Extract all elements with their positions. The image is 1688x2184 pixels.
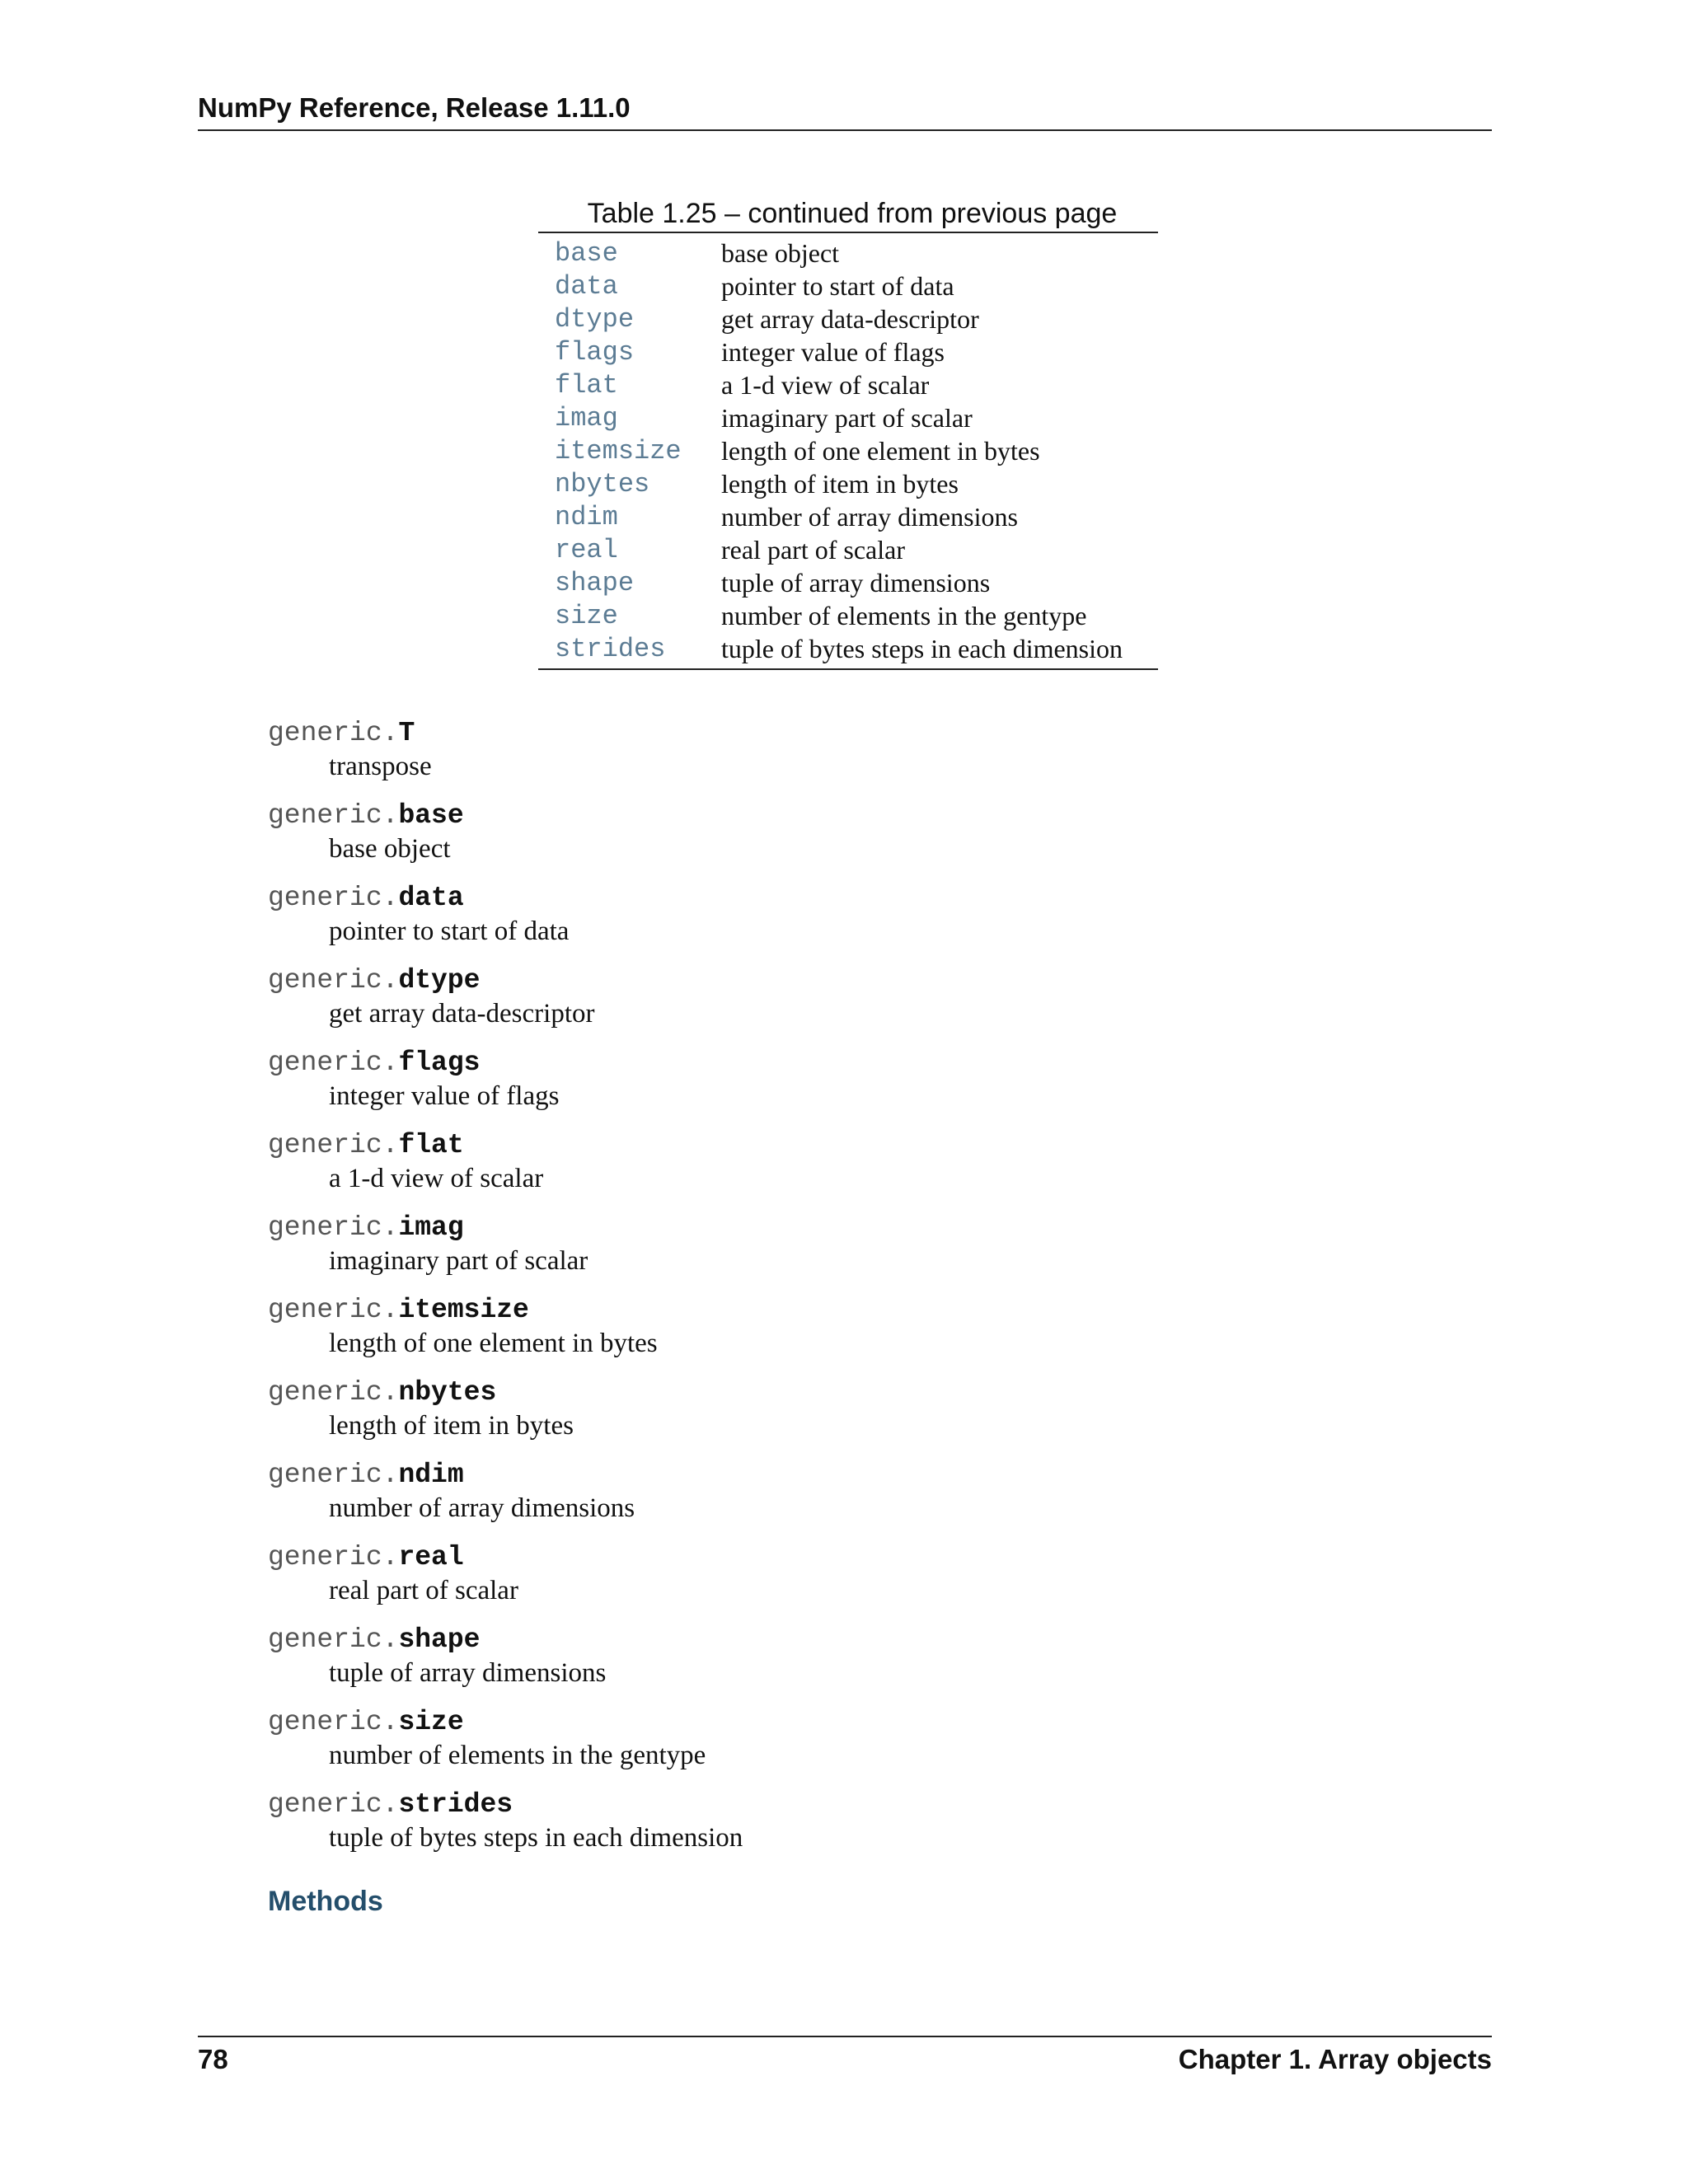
attribute-signature xyxy=(268,1212,1422,1244)
signature-prefix: generic. xyxy=(268,1460,399,1490)
attribute-definition-text: tuple of bytes steps in each dimension xyxy=(329,1823,743,1853)
attribute-link[interactable]: itemsize xyxy=(555,435,682,466)
table-row xyxy=(538,533,1158,566)
attribute-link[interactable]: nbytes xyxy=(555,468,650,499)
attribute-definition xyxy=(268,1788,1422,1871)
attribute-definition-text: length of one element in bytes xyxy=(329,1329,658,1358)
signature-attribute-name: strides xyxy=(398,1789,513,1820)
attribute-description: number of array dimensions xyxy=(721,501,1018,532)
attribute-description: tuple of array dimensions xyxy=(721,567,991,598)
table-row xyxy=(538,368,1158,401)
table-row xyxy=(538,500,1158,533)
attribute-definition-text: number of elements in the gentype xyxy=(329,1741,706,1770)
attribute-description: imaginary part of scalar xyxy=(721,402,973,433)
signature-attribute-name: dtype xyxy=(398,965,481,996)
attribute-definition-text: get array data-descriptor xyxy=(329,999,595,1029)
running-header: NumPy Reference, Release 1.11.0 xyxy=(198,92,631,123)
attribute-signature xyxy=(268,1129,1422,1162)
signature-attribute-name: ndim xyxy=(398,1460,464,1490)
table-caption: Table 1.25 – continued from previous page xyxy=(587,198,1118,229)
signature-prefix: generic. xyxy=(268,965,399,996)
attribute-definition xyxy=(268,1706,1422,1788)
attribute-definition xyxy=(268,1047,1422,1129)
table-row xyxy=(538,434,1158,467)
attribute-description: integer value of flags xyxy=(721,336,945,367)
attribute-definition xyxy=(268,1129,1422,1212)
signature-attribute-name: T xyxy=(398,718,415,748)
attributes-table-body xyxy=(538,232,1158,669)
table-row xyxy=(538,566,1158,599)
attribute-definition xyxy=(268,964,1422,1047)
methods-heading: Methods xyxy=(268,1886,383,1917)
signature-prefix: generic. xyxy=(268,800,399,831)
attribute-signature xyxy=(268,1706,1422,1739)
signature-attribute-name: nbytes xyxy=(398,1377,497,1408)
attribute-description: real part of scalar xyxy=(721,534,905,565)
attributes-table xyxy=(538,232,1158,670)
attribute-definition xyxy=(268,799,1422,882)
attribute-link[interactable]: flat xyxy=(555,369,618,401)
chapter-title: Chapter 1. Array objects xyxy=(1178,2044,1492,2074)
signature-attribute-name: shape xyxy=(398,1624,481,1655)
attribute-signature xyxy=(268,717,1422,750)
signature-attribute-name: itemsize xyxy=(398,1295,529,1325)
attribute-description: number of elements in the gentype xyxy=(721,600,1087,630)
attribute-definition-text: length of item in bytes xyxy=(329,1411,574,1441)
table-row xyxy=(538,269,1158,302)
signature-prefix: generic. xyxy=(268,1295,399,1325)
attribute-description: get array data-descriptor xyxy=(721,303,979,334)
attribute-signature xyxy=(268,964,1422,997)
attribute-definition-text: base object xyxy=(329,834,451,864)
signature-attribute-name: flags xyxy=(398,1047,481,1078)
attribute-link[interactable]: ndim xyxy=(555,501,618,532)
attributes-table-container xyxy=(538,195,1158,670)
attribute-description: tuple of bytes steps in each dimension xyxy=(721,633,1123,663)
page-number: 78 xyxy=(198,2044,228,2074)
attribute-description: a 1-d view of scalar xyxy=(721,369,930,400)
attribute-definition-text: number of array dimensions xyxy=(329,1493,635,1523)
attribute-signature xyxy=(268,799,1422,832)
attribute-link[interactable]: imag xyxy=(555,402,618,434)
attribute-definition-text: a 1-d view of scalar xyxy=(329,1164,544,1193)
signature-prefix: generic. xyxy=(268,883,399,913)
signature-attribute-name: data xyxy=(398,883,464,913)
signature-prefix: generic. xyxy=(268,1789,399,1820)
signature-attribute-name: size xyxy=(398,1707,464,1737)
signature-prefix: generic. xyxy=(268,1624,399,1655)
attribute-definition xyxy=(268,1376,1422,1459)
attribute-link[interactable]: dtype xyxy=(555,303,635,335)
table-row xyxy=(538,467,1158,500)
signature-prefix: generic. xyxy=(268,1377,399,1408)
attribute-definition xyxy=(268,717,1422,799)
attribute-definition xyxy=(268,1624,1422,1706)
header-rule xyxy=(198,129,1492,131)
attribute-definition xyxy=(268,1294,1422,1376)
attribute-definitions xyxy=(268,717,1422,1871)
table-row xyxy=(538,335,1158,368)
footer-rule xyxy=(198,2036,1492,2037)
attribute-definition-text: transpose xyxy=(329,752,432,781)
signature-prefix: generic. xyxy=(268,1707,399,1737)
attribute-description: base object xyxy=(721,237,840,268)
signature-prefix: generic. xyxy=(268,1212,399,1243)
signature-prefix: generic. xyxy=(268,1047,399,1078)
table-row xyxy=(538,599,1158,632)
attribute-link[interactable]: strides xyxy=(555,633,666,664)
attribute-description: pointer to start of data xyxy=(721,270,954,301)
signature-prefix: generic. xyxy=(268,1130,399,1160)
attribute-link[interactable]: real xyxy=(555,534,618,565)
attribute-signature xyxy=(268,1047,1422,1080)
attribute-link[interactable]: base xyxy=(555,237,618,269)
table-row xyxy=(538,401,1158,434)
signature-prefix: generic. xyxy=(268,1542,399,1572)
attribute-definition-text: tuple of array dimensions xyxy=(329,1658,607,1688)
attribute-definition-text: real part of scalar xyxy=(329,1576,518,1605)
attribute-definition xyxy=(268,882,1422,964)
attribute-signature xyxy=(268,1294,1422,1327)
attribute-definition-text: pointer to start of data xyxy=(329,916,570,946)
attribute-definition xyxy=(268,1212,1422,1294)
attribute-description: length of item in bytes xyxy=(721,468,959,499)
signature-attribute-name: base xyxy=(398,800,464,831)
attribute-signature xyxy=(268,882,1422,915)
signature-prefix: generic. xyxy=(268,718,399,748)
attribute-signature xyxy=(268,1541,1422,1574)
attribute-link[interactable]: data xyxy=(555,270,618,302)
attribute-link[interactable]: flags xyxy=(555,336,635,368)
table-row xyxy=(538,632,1158,669)
attribute-signature xyxy=(268,1624,1422,1657)
attribute-definition xyxy=(268,1459,1422,1541)
signature-attribute-name: real xyxy=(398,1542,464,1572)
signature-attribute-name: imag xyxy=(398,1212,464,1243)
attribute-link[interactable]: shape xyxy=(555,567,635,598)
attribute-definition-text: integer value of flags xyxy=(329,1081,560,1111)
attribute-description: length of one element in bytes xyxy=(721,435,1040,466)
attribute-definition-text: imaginary part of scalar xyxy=(329,1246,588,1276)
attribute-signature xyxy=(268,1376,1422,1409)
attribute-definition xyxy=(268,1541,1422,1624)
signature-attribute-name: flat xyxy=(398,1130,464,1160)
attribute-signature xyxy=(268,1788,1422,1821)
attribute-signature xyxy=(268,1459,1422,1492)
table-row xyxy=(538,302,1158,335)
attribute-link[interactable]: size xyxy=(555,600,618,631)
table-row xyxy=(538,232,1158,269)
